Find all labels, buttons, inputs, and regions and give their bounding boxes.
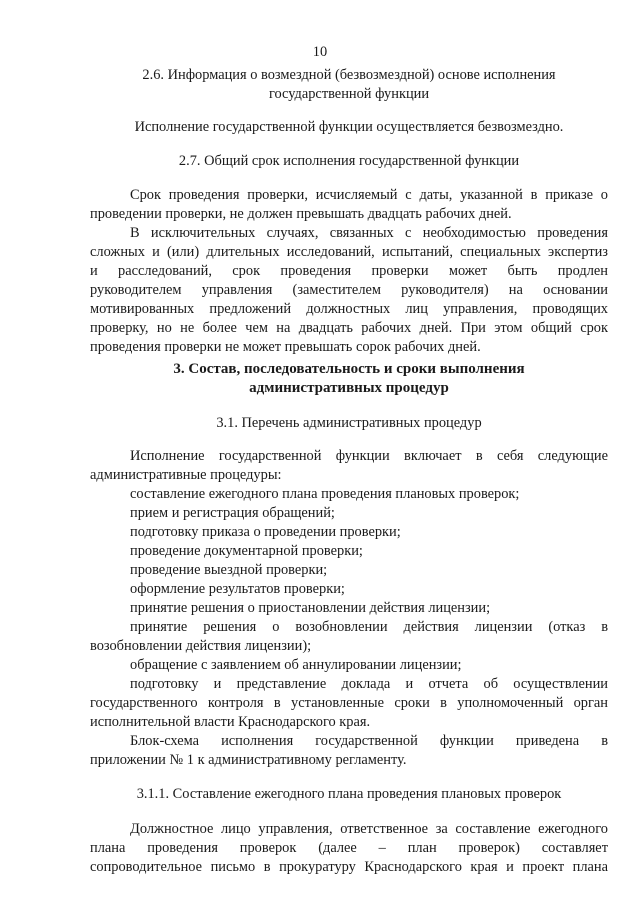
- section-2-7-line: проведении проверки, не должен превышать двадцать рабочих дней.: [90, 206, 512, 222]
- section-3-1-1-line: сопроводительное письмо в прокуратуру Краснодарского края и проект плана: [90, 859, 608, 875]
- section-3-1-line: составление ежегодного плана проведения плановых проверок;: [130, 486, 520, 502]
- section-3-1-line: исполнительной власти Краснодарского края.: [90, 714, 371, 730]
- section-3-1-1-line: Должностное лицо управления, ответственное за составление ежегодного: [130, 821, 608, 837]
- section-3-1-line: обращение с заявлением об аннулировании лицензии;: [130, 657, 462, 673]
- section-3-1-line: проведение выездной проверки;: [130, 562, 328, 578]
- section-2-7-line: проведения проверки не может превышать сорок рабочих дней.: [90, 339, 481, 355]
- section-2-7-heading: 2.7. Общий срок исполнения государственной функции: [178, 153, 520, 169]
- section-2-7-line: руководителем управления (заместителем руководителя) на основании: [90, 282, 608, 298]
- section-2-7-line: и расследований, срок проведения проверки может быть продлен: [90, 263, 608, 279]
- section-3-heading-line-1: 3. Состав, последовательность и сроки выполнения: [173, 361, 525, 377]
- page-number: 10: [312, 44, 328, 60]
- section-3-1-1-heading: 3.1.1. Составление ежегодного плана проведения плановых проверок: [136, 786, 562, 802]
- section-3-1-line: принятие решения о приостановлении действия лицензии;: [130, 600, 491, 616]
- section-3-1-line: Блок-схема исполнения государственной функции приведена в: [130, 733, 608, 749]
- section-3-1-1-line: плана проведения проверок (далее – план проверок) составляет: [90, 840, 608, 856]
- section-2-7-line: Срок проведения проверки, исчисляемый с даты, указанной в приказе о: [130, 187, 608, 203]
- section-3-1-line: прием и регистрация обращений;: [130, 505, 335, 521]
- section-3-1-line: приложении № 1 к административному регламенту.: [90, 752, 407, 768]
- section-2-7-line: мотивированных предложений должностных лиц управления, проводящих: [90, 301, 608, 317]
- section-2-6-heading-line-1: 2.6. Информация о возмездной (безвозмездной) основе исполнения: [142, 67, 556, 83]
- section-3-1-heading: 3.1. Перечень административных процедур: [216, 415, 482, 431]
- section-3-heading-line-2: административных процедур: [249, 380, 449, 396]
- section-2-6-heading-line-2: государственной функции: [268, 86, 430, 102]
- section-2-7-line: сложных и (или) длительных исследований, испытаний, специальных экспертиз: [90, 244, 608, 260]
- section-2-7-line: В исключительных случаях, связанных с необходимостью проведения: [130, 225, 608, 241]
- section-3-1-line: государственного контроля в установленные сроки в уполномоченный орган: [90, 695, 608, 711]
- section-3-1-line: подготовку приказа о проведении проверки;: [130, 524, 401, 540]
- section-3-1-line: Исполнение государственной функции включает в себя следующие: [130, 448, 608, 464]
- section-3-1-line: принятие решения о возобновлении действия лицензии (отказ в: [130, 619, 608, 635]
- section-2-7-line: проверку, но не более чем на двадцать рабочих дней. При этом общий срок: [90, 320, 608, 336]
- section-3-1-line: подготовку и представление доклада и отчета об осуществлении: [130, 676, 608, 692]
- section-3-1-line: оформление результатов проверки;: [130, 581, 345, 597]
- section-2-6-text: Исполнение государственной функции осуществляется безвозмездно.: [134, 119, 564, 135]
- section-3-1-line: административные процедуры:: [90, 467, 282, 483]
- section-3-1-line: проведение документарной проверки;: [130, 543, 363, 559]
- section-3-1-line: возобновлении действия лицензии);: [90, 638, 312, 654]
